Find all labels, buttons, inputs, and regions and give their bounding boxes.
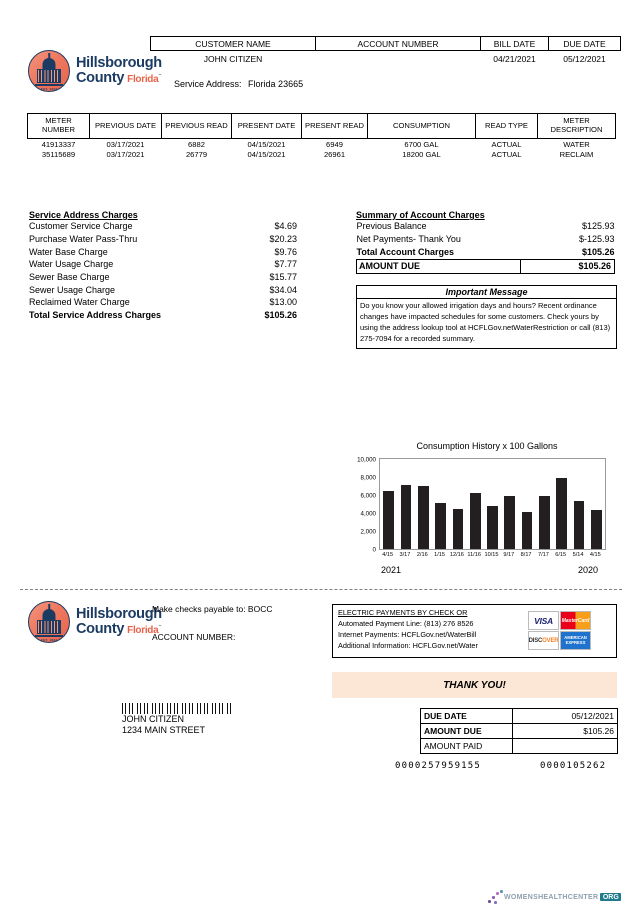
header-col-customer-name: CUSTOMER NAME — [151, 37, 316, 51]
meter-cell-present-read: 6949 — [326, 139, 343, 149]
stub-logo: EST. 1834 Hillsborough County Florida™ — [28, 601, 162, 643]
bill-header-table — [150, 36, 620, 65]
thank-you-banner: THANK YOU! — [332, 672, 617, 698]
meter-cell-previous-date: 03/17/2021 — [106, 139, 145, 149]
ocr-amount-code: 0000105262 — [540, 761, 607, 771]
service-charges-total-label: Total Service Address Charges — [29, 309, 162, 320]
amount-paid-input[interactable] — [513, 739, 618, 754]
service-charges-total-amount: $105.26 — [264, 309, 297, 320]
amount-due-amount: $105.26 — [521, 259, 615, 273]
logo-state-text: Florida — [127, 625, 159, 636]
y-tick-4000: 4,000 — [360, 510, 376, 518]
chart-x-tick-label: 3/17 — [399, 552, 411, 558]
chart-x-tick-label: 4/15 — [382, 552, 394, 558]
header-col-due-date: DUE DATE — [549, 37, 621, 51]
logo-est-text: EST. 1834 — [40, 86, 58, 91]
amount-due-label: AMOUNT DUE — [421, 724, 513, 739]
charge-label: Reclaimed Water Charge — [29, 297, 130, 308]
header-col-account-number: ACCOUNT NUMBER — [316, 37, 481, 51]
chart-year-left: 2021 — [381, 565, 402, 575]
charge-label: Sewer Usage Charge — [29, 284, 116, 295]
charge-amount: $20.23 — [269, 234, 297, 245]
meter-reading-table — [27, 113, 615, 160]
charge-amount: $7.77 — [274, 259, 297, 270]
stub-account-number-label: ACCOUNT NUMBER: — [152, 632, 236, 642]
service-address — [174, 79, 303, 89]
important-message-body: Do you know your allowed irrigation days and hours? Recent ordinance changes have impacted schedules for some customers. Check yours by using the address lookup tool at HCFLGov.netWaterRestriction or call (813) 275-7094 for a recorded summary. — [360, 301, 611, 343]
list-item — [29, 272, 297, 285]
list-item — [29, 234, 297, 247]
stub-customer-name: JOHN CITIZEN — [122, 714, 184, 724]
y-tick-0: 0 — [372, 546, 376, 554]
list-item — [29, 284, 297, 297]
meter-cell-number: 41913337 — [41, 139, 76, 149]
county-seal-icon — [28, 50, 70, 92]
internet-payments-line[interactable]: Internet Payments: HCFLGov.net/WaterBill — [338, 629, 477, 639]
chart-bar — [401, 485, 412, 549]
table-row — [28, 149, 616, 159]
chart-bar — [453, 509, 464, 549]
additional-information-line[interactable]: Additional Information: HCFLGov.net/Water — [338, 640, 478, 650]
logo-est-text: EST. 1834 — [40, 637, 58, 642]
meter-cell-read-type: ACTUAL — [491, 139, 522, 149]
list-item — [357, 234, 615, 247]
chart-x-tick-label: 10/15 — [484, 552, 499, 558]
meter-cell-description: RECLAIM — [559, 149, 594, 159]
meter-col-previous-read: PREVIOUS READ — [162, 114, 232, 139]
payment-due-table — [420, 708, 617, 754]
charge-amount: $34.04 — [269, 284, 297, 295]
meter-cell-description: WATER — [563, 139, 590, 149]
y-tick-2000: 2,000 — [360, 528, 376, 536]
meter-col-meter-number: METER NUMBER — [28, 114, 90, 139]
header-value-account-number — [316, 51, 481, 66]
visa-card-logo: VISA — [528, 611, 559, 630]
y-tick-8000: 8,000 — [360, 474, 376, 482]
charge-label: Water Base Charge — [29, 246, 108, 257]
logo-line-1: Hillsborough — [76, 55, 162, 72]
y-tick-10000: 10,000 — [357, 456, 376, 464]
meter-header-row — [28, 114, 616, 139]
amount-paid-label: AMOUNT PAID — [421, 739, 513, 754]
chart-x-tick-label: 11/16 — [467, 552, 481, 558]
meter-col-meter-description: METER DESCRIPTION — [538, 114, 616, 139]
summary-amount: $-125.93 — [578, 234, 615, 245]
accepted-cards-group — [528, 611, 600, 650]
chart-bar — [522, 512, 533, 549]
mastercard-card-logo: MasterCard — [560, 611, 591, 630]
amount-due-row — [357, 259, 615, 273]
header-value-due-date: 05/12/2021 — [563, 53, 606, 64]
consumption-history-chart — [358, 441, 616, 451]
chart-bar — [470, 493, 481, 549]
amex-card-logo: AMERICAN EXPRESS — [560, 631, 591, 650]
account-summary-section — [356, 210, 615, 274]
watermark — [488, 890, 621, 904]
chart-bar — [556, 478, 567, 549]
y-tick-6000: 6,000 — [360, 492, 376, 500]
logo-line-2: County — [76, 70, 125, 86]
list-item — [29, 246, 297, 259]
table-row — [421, 709, 618, 724]
chart-year-right: 2020 — [578, 565, 599, 575]
service-address-charges-section — [29, 210, 297, 322]
service-address-value: Florida 23665 — [248, 79, 304, 89]
header-logo: EST. 1834 Hillsborough County Florida™ — [28, 50, 162, 92]
chart-x-tick-label: 7/17 — [537, 552, 549, 558]
meter-cell-read-type: ACTUAL — [491, 149, 522, 159]
charge-label: Sewer Base Charge — [29, 272, 110, 283]
meter-col-consumption: CONSUMPTION — [368, 114, 476, 139]
header-value-customer-name: JOHN CITIZEN — [203, 53, 263, 64]
charge-amount: $13.00 — [269, 297, 297, 308]
list-item — [29, 297, 297, 310]
service-charges-title: Service Address Charges — [29, 210, 138, 220]
discover-card-logo: DISC OVER — [528, 631, 559, 650]
chart-bar — [383, 491, 394, 549]
automated-payment-line: Automated Payment Line: (813) 276 8526 — [338, 618, 474, 628]
due-date-value: 05/12/2021 — [513, 709, 618, 724]
meter-cell-present-date: 04/15/2021 — [247, 149, 286, 159]
meter-cell-number: 35115689 — [41, 149, 76, 159]
chart-y-axis — [338, 458, 376, 558]
important-message-box — [356, 285, 617, 349]
chart-bar — [418, 486, 429, 549]
chart-x-tick-label: 9/17 — [503, 552, 515, 558]
chart-bar — [591, 510, 602, 549]
chart-bar — [504, 496, 515, 549]
charge-label: Customer Service Charge — [29, 221, 133, 232]
chart-title: Consumption History x 100 Gallons — [416, 441, 558, 451]
meter-cell-consumption: 6700 GAL — [404, 139, 439, 149]
total-account-charges-row — [357, 246, 615, 259]
logo-line-1: Hillsborough — [76, 606, 162, 623]
meter-cell-previous-read: 6882 — [188, 139, 205, 149]
header-value-row — [151, 51, 621, 66]
total-account-charges-label: Total Account Charges — [356, 246, 455, 257]
header-column-row — [151, 37, 621, 51]
list-item — [29, 259, 297, 272]
charge-amount: $15.77 — [269, 272, 297, 283]
meter-cell-present-read: 26961 — [323, 149, 346, 159]
chart-x-tick-label: 12/16 — [449, 552, 464, 558]
table-row — [28, 139, 616, 150]
payment-box-heading: ELECTRIC PAYMENTS BY CHECK OR — [338, 608, 468, 617]
charge-amount: $4.69 — [274, 221, 297, 232]
summary-label: Previous Balance — [356, 221, 427, 232]
tear-off-divider — [20, 589, 622, 590]
charge-label: Purchase Water Pass-Thru — [29, 234, 138, 245]
charge-amount: $9.76 — [274, 246, 297, 257]
meter-cell-present-date: 04/15/2021 — [247, 139, 286, 149]
chart-bar — [539, 496, 550, 549]
account-summary-title: Summary of Account Charges — [356, 210, 485, 220]
watermark-badge: ORG — [600, 893, 621, 901]
chart-bar — [435, 503, 446, 549]
meter-col-present-date: PRESENT DATE — [232, 114, 302, 139]
chart-x-tick-label: 6/15 — [555, 552, 567, 558]
chart-x-tick-label: 5/14 — [572, 552, 584, 558]
electronic-payments-box — [332, 604, 617, 658]
meter-col-present-read: PRESENT READ — [302, 114, 368, 139]
important-message-title: Important Message — [357, 286, 616, 299]
chart-x-axis — [379, 552, 606, 562]
meter-cell-consumption: 18200 GAL — [402, 149, 441, 159]
chart-x-tick-label: 4/15 — [589, 552, 601, 558]
service-charges-total-row — [29, 310, 297, 323]
ocr-account-number: 0000257959155 — [395, 761, 482, 771]
meter-col-previous-date: PREVIOUS DATE — [90, 114, 162, 139]
logo-state-text: Florida — [127, 74, 159, 85]
header-value-bill-date: 04/21/2021 — [493, 53, 536, 64]
make-checks-payable-label: Make checks payable to: BOCC — [152, 604, 273, 614]
list-item — [357, 221, 615, 234]
county-seal-icon — [28, 601, 70, 643]
watermark-text: WOMENSHEALTHCENTER — [504, 893, 599, 901]
table-row — [421, 724, 618, 739]
charge-label: Water Usage Charge — [29, 259, 114, 270]
meter-cell-previous-date: 03/17/2021 — [106, 149, 145, 159]
chart-x-tick-label: 1/15 — [434, 552, 446, 558]
logo-line-2: County — [76, 621, 125, 637]
amount-due-value: $105.26 — [513, 724, 618, 739]
meter-col-read-type: READ TYPE — [476, 114, 538, 139]
table-row — [421, 739, 618, 754]
stub-customer-street: 1234 MAIN STREET — [122, 725, 206, 735]
chart-plot-area — [379, 458, 606, 550]
amount-due-label: AMOUNT DUE — [357, 259, 521, 273]
chart-bar — [574, 501, 585, 549]
chart-x-tick-label: 2/16 — [416, 552, 428, 558]
service-address-label: Service Address: — [174, 79, 242, 89]
total-account-charges-amount: $105.26 — [581, 246, 615, 257]
chart-bar — [487, 506, 498, 549]
watermark-dots-icon — [488, 890, 504, 904]
summary-label: Net Payments- Thank You — [356, 234, 461, 245]
list-item — [29, 221, 297, 234]
header-col-bill-date: BILL DATE — [481, 37, 549, 51]
chart-x-tick-label: 8/17 — [520, 552, 532, 558]
due-date-label: DUE DATE — [421, 709, 513, 724]
summary-amount: $125.93 — [581, 221, 615, 232]
meter-cell-previous-read: 26779 — [185, 149, 208, 159]
